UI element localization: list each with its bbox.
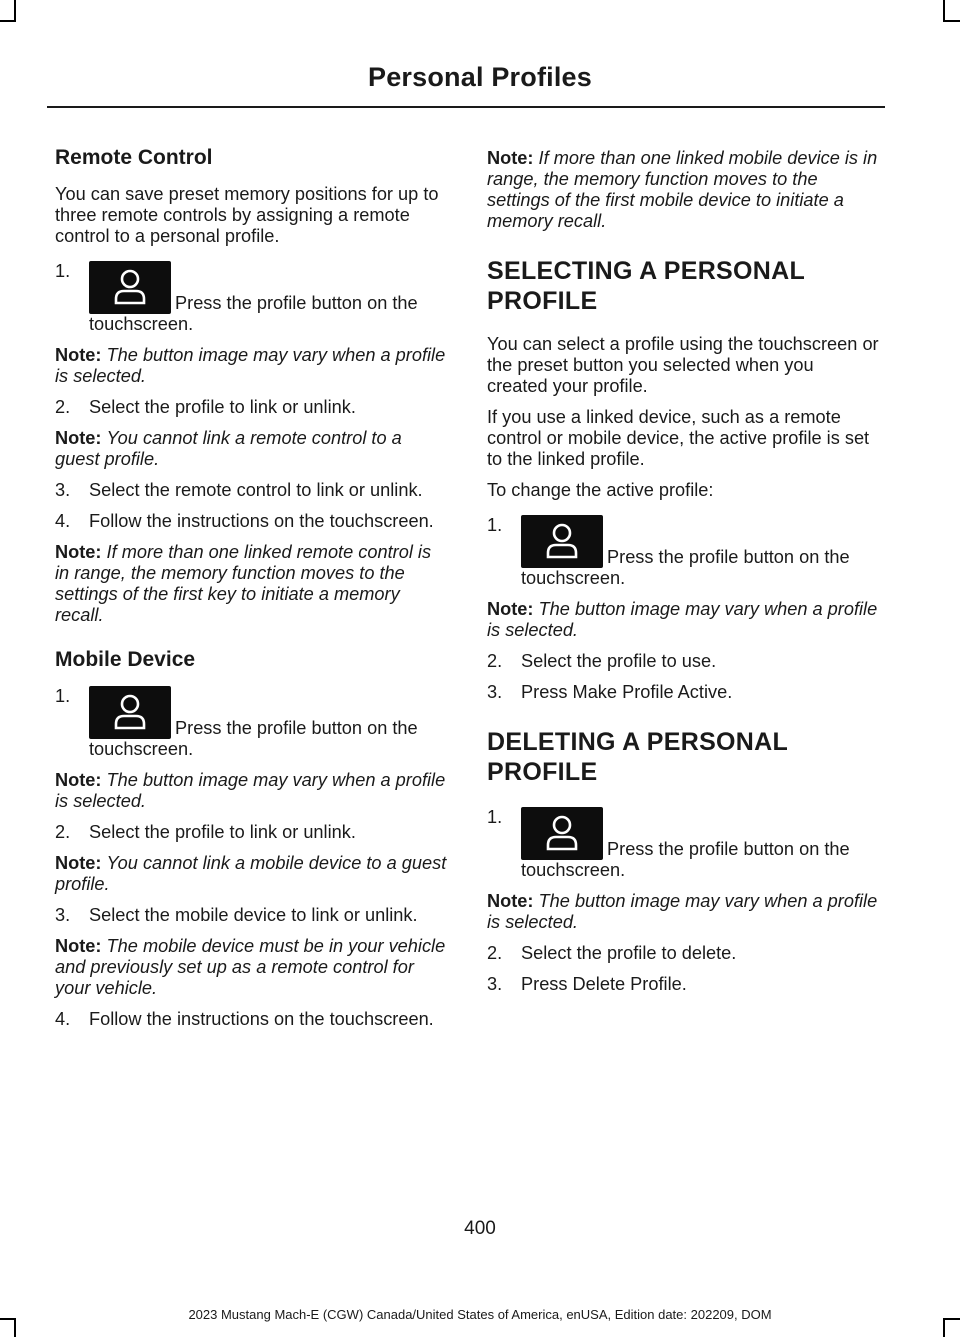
delete-step-3 (487, 974, 879, 995)
step-text: Press the profile button on the touchscreen. (89, 293, 418, 334)
step-number: 2. (487, 651, 503, 671)
selecting-profile-heading (487, 256, 879, 316)
note (55, 345, 447, 387)
note-label: Note: (55, 345, 102, 365)
note (487, 148, 879, 232)
page-number: 400 (464, 1218, 496, 1239)
note-text: If more than one linked remote control is in range, the memory function moves to the settings of the first key to initiate a memory recall. (55, 542, 432, 625)
note-text: The button image may vary when a profile is selected. (55, 770, 446, 811)
step-number: 1. (487, 807, 503, 827)
crop-mark (943, 0, 945, 22)
note (487, 891, 879, 933)
paragraph: You can select a profile using the touchscreen or the preset button you selected when you created your profile. (487, 334, 879, 396)
deleting-profile-heading (487, 727, 879, 787)
step-text: Press Make Profile Active. (521, 682, 733, 702)
select-step-2 (487, 651, 879, 672)
select-step-3 (487, 682, 879, 703)
remote-step-1 (55, 261, 447, 335)
profile-button-icon (521, 515, 603, 568)
step-text: Press the profile button on the touchscreen. (521, 839, 850, 880)
note-label: Note: (487, 148, 534, 168)
step-number: 1. (55, 686, 71, 706)
heading-line: SELECTING A PERSONAL (487, 257, 806, 285)
crop-mark (14, 0, 16, 22)
note-text: The button image may vary when a profile is selected. (55, 345, 446, 386)
note-label: Note: (487, 891, 534, 911)
profile-button-icon (89, 261, 171, 314)
step-number: 2. (487, 943, 503, 963)
footer-edition-info: 2023 Mustang Mach-E (CGW) Canada/United States of America, enUSA, Edition date: 202209, DOM (188, 1307, 772, 1322)
step-number: 2. (55, 397, 71, 417)
step-number: 4. (55, 511, 71, 531)
crop-mark (943, 20, 960, 22)
mobile-step-2 (55, 822, 447, 843)
step-text: Select the profile to link or unlink. (89, 397, 356, 417)
note-label: Note: (55, 542, 102, 562)
note-text: You cannot link a remote control to a guest profile. (55, 428, 402, 469)
mobile-device-heading: Mobile Device (55, 648, 196, 671)
page-title: Personal Profiles (368, 62, 592, 92)
note (55, 853, 447, 895)
heading-line: PROFILE (487, 758, 598, 786)
profile-button-icon (89, 686, 171, 739)
step-number: 3. (487, 682, 503, 702)
remote-step-3 (55, 480, 447, 501)
header-divider (47, 106, 885, 108)
step-number: 3. (55, 905, 71, 925)
step-number: 2. (55, 822, 71, 842)
note-label: Note: (55, 770, 102, 790)
note-text: The mobile device must be in your vehicle and previously set up as a remote control for your vehicle. (55, 936, 446, 998)
remote-control-intro: You can save preset memory positions for up to three remote controls by assigning a remote control to a personal profile. (55, 184, 439, 246)
remote-step-4 (55, 511, 447, 532)
step-text: Select the remote control to link or unlink. (89, 480, 423, 500)
note (55, 936, 447, 999)
note-text: If more than one linked mobile device is in range, the memory function moves to the settings of the first mobile device to initiate a memory recall. (487, 148, 878, 231)
step-text: Press Delete Profile. (521, 974, 687, 994)
remote-step-2 (55, 397, 447, 418)
note (55, 770, 447, 812)
step-text: Follow the instructions on the touchscreen. (89, 511, 434, 531)
step-text: Press the profile button on the touchscreen. (521, 547, 850, 588)
paragraph: To change the active profile: (487, 480, 714, 500)
note (487, 599, 879, 641)
note (55, 428, 447, 470)
step-number: 4. (55, 1009, 71, 1029)
right-column (487, 148, 879, 1005)
delete-step-1 (487, 807, 879, 881)
step-number: 1. (55, 261, 71, 281)
step-text: Select the profile to use. (521, 651, 717, 671)
note-label: Note: (55, 428, 102, 448)
step-number: 3. (55, 480, 71, 500)
mobile-step-4 (55, 1009, 447, 1030)
heading-line: PROFILE (487, 287, 598, 315)
left-column (55, 140, 447, 1040)
step-text: Press the profile button on the touchscreen. (89, 718, 418, 759)
profile-button-icon (521, 807, 603, 860)
step-text: Select the mobile device to link or unlink. (89, 905, 418, 925)
step-text: Select the profile to delete. (521, 943, 737, 963)
mobile-step-1 (55, 686, 447, 760)
note-label: Note: (487, 599, 534, 619)
step-text: Select the profile to link or unlink. (89, 822, 356, 842)
step-number: 3. (487, 974, 503, 994)
step-text: Follow the instructions on the touchscreen. (89, 1009, 434, 1029)
select-step-1 (487, 515, 879, 589)
delete-step-2 (487, 943, 879, 964)
note (55, 542, 447, 626)
paragraph: If you use a linked device, such as a remote control or mobile device, the active profile is set to the linked profile. (487, 407, 870, 469)
note-text: The button image may vary when a profile is selected. (487, 599, 878, 640)
note-text: The button image may vary when a profile is selected. (487, 891, 878, 932)
heading-line: DELETING A PERSONAL (487, 728, 789, 756)
remote-control-heading: Remote Control (55, 146, 213, 169)
mobile-step-3 (55, 905, 447, 926)
note-text: You cannot link a mobile device to a guest profile. (55, 853, 447, 894)
note-label: Note: (55, 936, 102, 956)
step-number: 1. (487, 515, 503, 535)
note-label: Note: (55, 853, 102, 873)
crop-mark (0, 20, 16, 22)
